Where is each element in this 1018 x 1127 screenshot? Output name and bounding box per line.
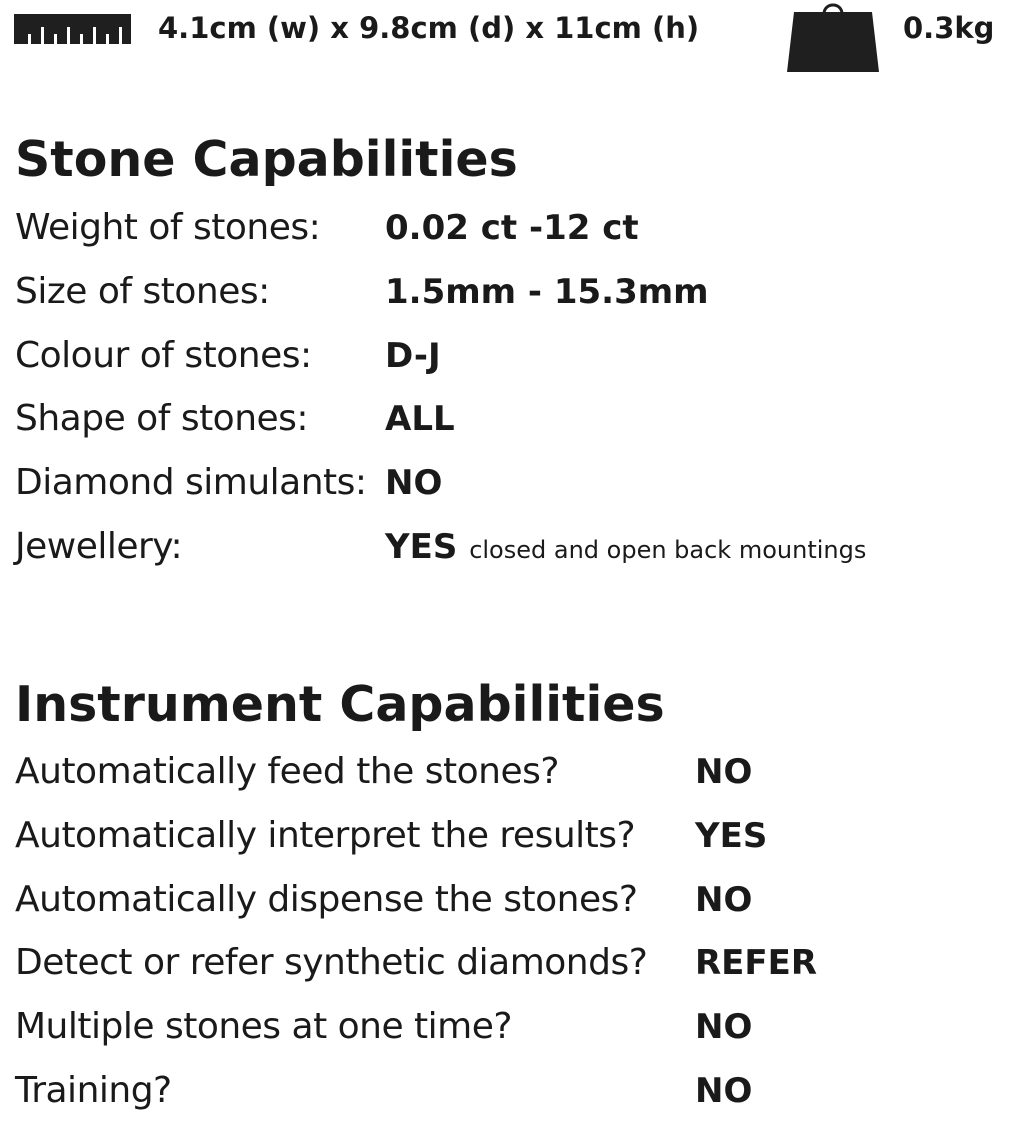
stone-capabilities-heading: Stone Capabilities [15,131,518,188]
row-note: closed and open back mountings [469,536,867,564]
weight-icon [786,0,880,73]
row-value: NO [695,880,753,920]
specs-header [0,0,1018,80]
row-label: Multiple stones at one time? [15,1006,512,1047]
row-value: YES [695,816,768,856]
stone-row-colour [15,331,1005,381]
instrument-row-interpret [15,811,1005,861]
row-value: NO [695,1007,753,1047]
row-label: Shape of stones: [15,398,309,439]
row-value: ALL [385,399,455,439]
row-value: 0.02 ct -12 ct [385,208,639,248]
row-value: NO [695,1071,753,1111]
row-label: Automatically feed the stones? [15,751,559,792]
stone-row-size [15,267,1005,317]
dimensions-text: 4.1cm (w) x 9.8cm (d) x 11cm (h) [158,11,700,45]
row-label: Weight of stones: [15,207,321,248]
instrument-row-dispense [15,875,1005,925]
row-value: NO [695,752,753,792]
ruler-icon [14,14,131,44]
instrument-capabilities-heading: Instrument Capabilities [15,676,665,733]
row-label: Automatically interpret the results? [15,815,636,856]
row-value-with-note [385,522,866,575]
row-value: D-J [385,336,441,376]
weight-text: 0.3kg [903,11,995,45]
row-label: Jewellery: [15,526,183,567]
row-label: Colour of stones: [15,335,312,376]
stone-row-weight [15,203,1005,253]
row-value: REFER [695,943,818,983]
row-label: Automatically dispense the stones? [15,879,638,920]
instrument-row-training [15,1066,1005,1116]
row-label: Size of stones: [15,271,270,312]
row-value: NO [385,463,443,503]
instrument-row-multiple [15,1002,1005,1052]
stone-row-jewellery [15,522,1005,572]
instrument-row-synthetic [15,938,1005,988]
row-value: 1.5mm - 15.3mm [385,272,709,312]
stone-row-shape [15,394,1005,444]
stone-row-simulants [15,458,1005,508]
row-label: Detect or refer synthetic diamonds? [15,942,648,983]
row-value: YES [385,527,458,567]
instrument-row-feed [15,747,1005,797]
row-label: Training? [15,1070,172,1111]
row-label: Diamond simulants: [15,462,367,503]
